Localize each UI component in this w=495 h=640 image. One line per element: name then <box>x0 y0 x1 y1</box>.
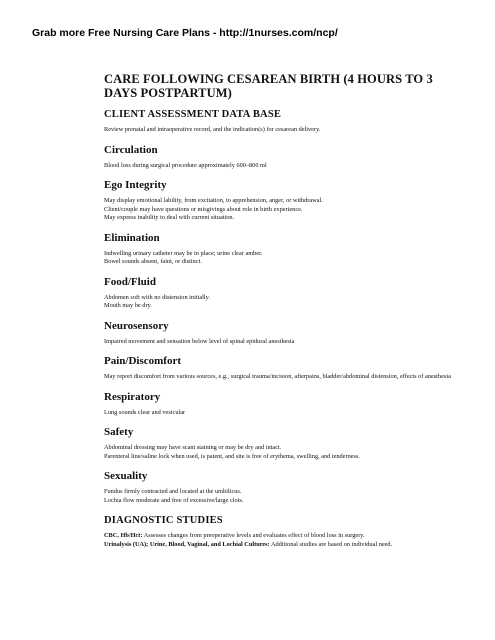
diagnostic-item-text: Additional studies are based on individual need. <box>269 540 393 548</box>
section-respiratory <box>104 391 456 418</box>
section-line: Indwelling urinary catheter may be in place; urine clear amber. <box>104 249 263 257</box>
section-heading: Respiratory <box>104 390 161 403</box>
section-elimination <box>104 232 456 267</box>
section-line: May express inability to deal with current situation. <box>104 214 235 221</box>
section-heading: Elimination <box>104 231 160 244</box>
section-line: Impaired movement and sensation below level of spinal epidural anesthesia <box>104 337 295 345</box>
section-heading: Circulation <box>104 143 158 156</box>
section-line: Abdominal dressing may have scant staining or may be dry and intact. <box>104 444 282 451</box>
section-line: Fundus firmly contracted and located at the umbilicus. <box>104 488 242 495</box>
diagnostic-item-label: Urinalysis (UA); Urine, Blood, Vaginal, and Lochial Cultures: <box>104 540 270 548</box>
diagnostic-heading: DIAGNOSTIC STUDIES <box>104 515 223 526</box>
section-heading: Ego Integrity <box>104 179 167 191</box>
section-pain-discomfort <box>104 355 456 382</box>
section-heading: Safety <box>104 426 134 438</box>
section-food-fluid <box>104 276 456 311</box>
section-line: Lung sounds clear and vesicular <box>104 408 186 416</box>
section-heading: Pain/Discomfort <box>104 355 181 367</box>
section-line: May report discomfort from various sources, e.g., surgical trauma/incision, afterpains, bladder/abdominal distension, effects of anesthesia <box>104 373 451 380</box>
section-line: Abdomen soft with no distension initially. <box>104 293 210 301</box>
section-sexuality <box>104 470 456 505</box>
section-line: Blood loss during surgical procedure approximately 600–800 ml <box>104 161 267 169</box>
section-ego-integrity <box>104 179 456 223</box>
title-line-1: CARE FOLLOWING CESAREAN BIRTH (4 HOURS TO 3 <box>104 72 433 86</box>
section-line: May display emotional lability, from excitation, to apprehension, anger, or withdrawal. <box>104 197 323 204</box>
diagnostic-item <box>104 541 456 550</box>
client-assessment-heading: CLIENT ASSESSMENT DATA BASE <box>104 109 282 120</box>
document-title <box>104 72 456 100</box>
title-line-2: DAYS POSTPARTUM) <box>104 86 232 100</box>
section-safety <box>104 426 456 461</box>
section-heading: Food/Fluid <box>104 275 156 288</box>
section-line: Client/couple may have questions or misgivings about role in birth experience. <box>104 205 303 213</box>
section-line: Mouth may be dry. <box>104 302 152 309</box>
diagnostic-item-text: Assesses changes from preoperative levels and evaluates effect of blood loss in surgery. <box>142 532 365 539</box>
section-line: Bowel sounds absent, faint, or distinct. <box>104 258 202 265</box>
section-circulation <box>104 144 456 171</box>
diagnostic-studies-section <box>104 514 456 549</box>
banner-link-text: Grab more Free Nursing Care Plans - http://1nurses.com/ncp/ <box>32 27 338 39</box>
section-heading: Sexuality <box>104 470 148 482</box>
section-neurosensory <box>104 320 456 347</box>
client-assessment-intro: Review prenatal and intraoperative record, and the indication(s) for cesarean delivery. <box>104 126 321 133</box>
section-line: Parenteral line/saline lock when used, is patent, and site is free of erythema, swelling, and tenderness. <box>104 452 360 460</box>
document-body <box>104 72 456 558</box>
section-line: Lochia flow moderate and free of excessive/large clots. <box>104 496 244 504</box>
section-heading: Neurosensory <box>104 319 169 332</box>
client-assessment-section <box>104 108 456 135</box>
diagnostic-item-label: CBC, Hb/Hct: <box>104 532 143 539</box>
diagnostic-item <box>104 532 456 541</box>
